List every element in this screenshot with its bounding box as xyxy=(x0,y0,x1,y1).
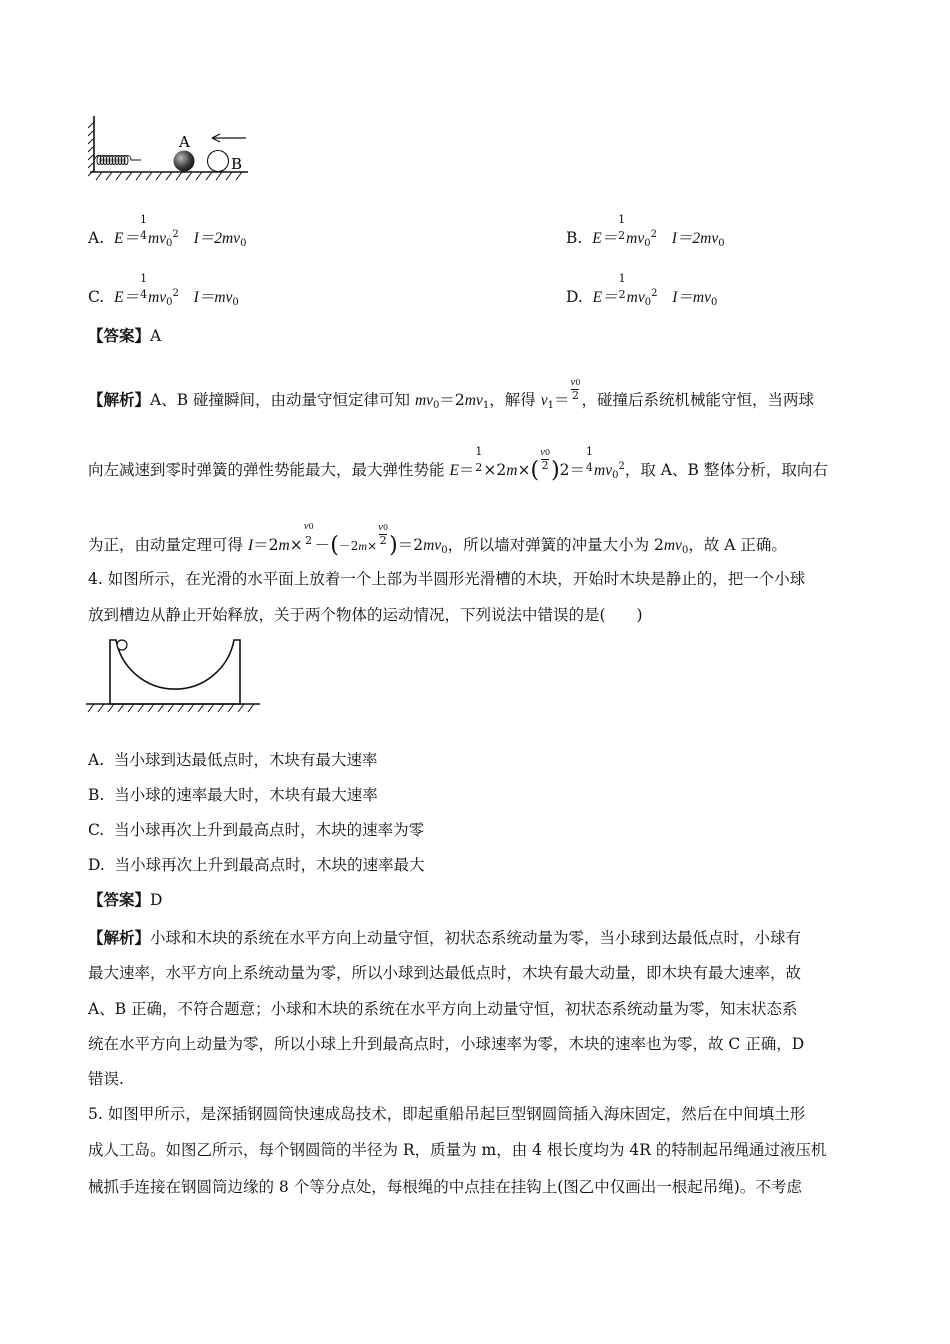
q4-stem-line1: 4. 如图所示，在光滑的水平面上放着一个上部为半圆形光滑槽的木块，开始时木块是静止的，把一个小球 xyxy=(88,570,806,588)
q3-analysis-line2: 向左减速到零时弹簧的弹性势能最大，最大弹性势能 E＝ 1 2 ×2m×( $\frac{v0}{2}$ )2＝ 1 4 $mv_0^2$，取 A、B 整体分析，取向右 xyxy=(88,445,828,483)
q3-option-b: B. E＝ 1 2 $mv_0^2$ $I=2mv_0$ xyxy=(566,213,725,249)
q3-option-d: D. E＝ 1 2 $mv_0^2$ $I=mv_0$ xyxy=(566,272,718,308)
q4-analysis-line2: 最大速率，水平方向上系统动量为零，所以小球到达最低点时，木块有最大动量，即木块有最大速率，故 xyxy=(88,964,802,982)
q5-line1: 5. 如图甲所示，是深插钢圆筒快速成岛技术，即起重船吊起巨型钢圆筒插入海床固定，然后在中间填土形 xyxy=(88,1105,806,1123)
q4-answer: 【答案】D xyxy=(88,891,163,909)
q4-analysis-line3: A、B 正确，不符合题意；小球和木块的系统在水平方向上动量守恒，初状态系统动量为零，知末状态系 xyxy=(88,1000,798,1018)
q4-option-a: A. 当小球到达最低点时，木块有最大速率 xyxy=(88,751,378,769)
ball-a xyxy=(174,151,195,172)
spring-collision-figure xyxy=(86,112,256,184)
semicircle-groove-figure xyxy=(86,632,264,716)
q4-option-d: D. 当小球再次上升到最高点时，木块的速率最大 xyxy=(88,856,425,874)
q4-option-c: C. 当小球再次上升到最高点时，木块的速率为零 xyxy=(88,821,425,839)
q5-line3: 械抓手连接在钢圆筒边缘的 8 个等分点处，每根绳的中点挂在挂钩上(图乙中仅画出一根起吊绳)。不考虑 xyxy=(88,1178,802,1196)
q3-option-c: C. E＝ 1 4 $mv_0^2$ $I=mv_0$ xyxy=(88,272,239,308)
q4-option-b: B. 当小球的速率最大时，木块有最大速率 xyxy=(88,786,378,804)
label-b: B xyxy=(231,155,243,173)
spring xyxy=(94,156,141,165)
q3-answer: 【答案】A xyxy=(88,327,162,345)
label-a: A xyxy=(179,133,190,151)
q4-analysis-line1: 【解析】小球和木块的系统在水平方向上动量守恒，初状态系统动量为零，当小球到达最低点时，小球有 xyxy=(88,929,802,947)
q4-stem-line2: 放到槽边从静止开始释放，关于两个物体的运动情况，下列说法中错误的是( ) xyxy=(88,606,643,624)
q3-option-a: A. E＝ 1 4 $mv_0^2$ $I=2mv_0$ xyxy=(88,213,247,249)
q4-analysis-line5: 错误. xyxy=(88,1070,124,1088)
groove-block xyxy=(110,640,240,704)
ball-b xyxy=(208,151,229,172)
q3-analysis-line1: 【解析】A、B 碰撞瞬间，由动量守恒定律可知 $mv_0=2mv_1$，解得 $v_1=$ $\frac{v0}{2}$ ，碰撞后系统机械能守恒，当两球 xyxy=(88,376,814,411)
q5-line2: 成人工岛。如图乙所示，每个钢圆筒的半径为 R，质量为 m，由 4 根长度均为 4R 的特制起吊绳通过液压机 xyxy=(88,1141,827,1159)
q3-analysis-line3: 为正，由动量定理可得 I＝2m× v0 2 －(－2m× $\frac{v0}{2}$ )$=2mv_0$，所以墙对弹簧的冲量大小为 $2mv_0$，故 A 正确。 xyxy=(88,520,787,558)
q4-analysis-line4: 统在水平方向上动量为零，所以小球上升到最高点时，小球速率为零，木块的速率也为零，故 C 正确，D xyxy=(88,1035,805,1053)
small-ball xyxy=(117,640,127,650)
